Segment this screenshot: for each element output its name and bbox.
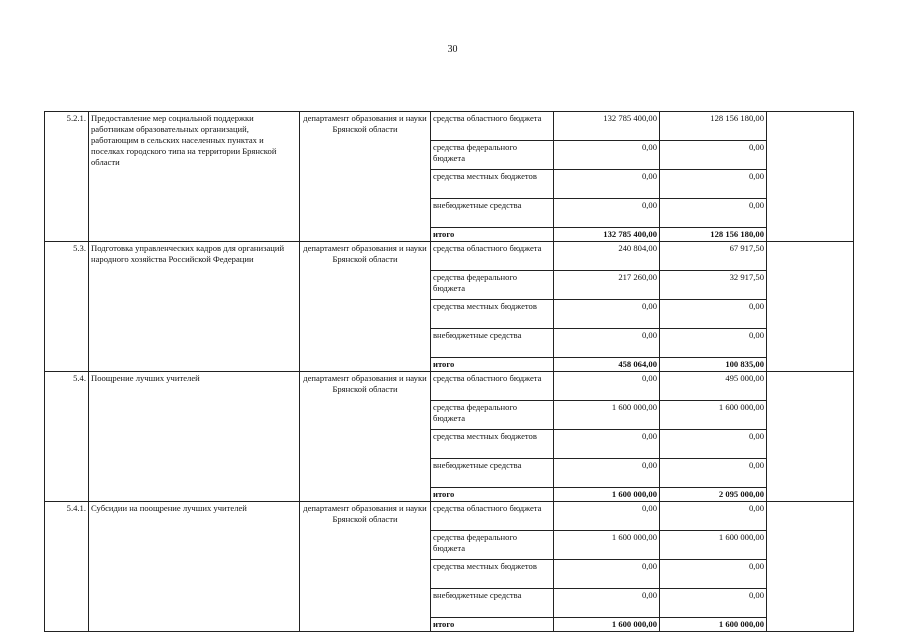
amount-col2: 0,00 bbox=[660, 560, 767, 589]
total-col2: 128 156 180,00 bbox=[660, 228, 767, 242]
section-code: 5.4.1. bbox=[45, 502, 89, 632]
funding-source: средства областного бюджета bbox=[431, 502, 554, 531]
amount-col2: 0,00 bbox=[660, 589, 767, 618]
amount-col2: 0,00 bbox=[660, 459, 767, 488]
total-col2: 1 600 000,00 bbox=[660, 618, 767, 632]
section-code: 5.4. bbox=[45, 372, 89, 502]
empty-cell bbox=[767, 112, 854, 242]
amount-col2: 0,00 bbox=[660, 199, 767, 228]
amount-col2: 1 600 000,00 bbox=[660, 531, 767, 560]
amount-col2: 0,00 bbox=[660, 329, 767, 358]
amount-col1: 132 785 400,00 bbox=[554, 112, 660, 141]
amount-col1: 1 600 000,00 bbox=[554, 531, 660, 560]
funding-source: средства федерального бюджета bbox=[431, 401, 554, 430]
section-code: 5.2.1. bbox=[45, 112, 89, 242]
total-col2: 2 095 000,00 bbox=[660, 488, 767, 502]
amount-col1: 1 600 000,00 bbox=[554, 401, 660, 430]
total-col1: 1 600 000,00 bbox=[554, 488, 660, 502]
funding-source: внебюджетные средства bbox=[431, 199, 554, 228]
funding-source: средства областного бюджета bbox=[431, 242, 554, 271]
budget-table-body bbox=[45, 112, 854, 632]
total-label: итого bbox=[431, 358, 554, 372]
funding-source: средства местных бюджетов bbox=[431, 300, 554, 329]
amount-col1: 0,00 bbox=[554, 300, 660, 329]
amount-col2: 495 000,00 bbox=[660, 372, 767, 401]
amount-col2: 0,00 bbox=[660, 170, 767, 199]
department: департамент образования и науки Брянской области bbox=[300, 112, 431, 242]
amount-col1: 0,00 bbox=[554, 502, 660, 531]
funding-source: средства областного бюджета bbox=[431, 112, 554, 141]
amount-col1: 0,00 bbox=[554, 141, 660, 170]
amount-col1: 0,00 bbox=[554, 329, 660, 358]
table-row bbox=[45, 242, 854, 271]
funding-source: внебюджетные средства bbox=[431, 329, 554, 358]
amount-col2: 32 917,50 bbox=[660, 271, 767, 300]
total-col1: 1 600 000,00 bbox=[554, 618, 660, 632]
table-row bbox=[45, 112, 854, 141]
section-name: Субсидии на поощрение лучших учителей bbox=[89, 502, 300, 632]
amount-col2: 0,00 bbox=[660, 430, 767, 459]
section-name: Предоставление мер социальной поддержки работникам образовательных организаций, работающим в сельских населенных пунктах и поселках городского типа на территории Брянской области bbox=[89, 112, 300, 242]
amount-col2: 67 917,50 bbox=[660, 242, 767, 271]
budget-table bbox=[44, 111, 854, 632]
funding-source: средства местных бюджетов bbox=[431, 560, 554, 589]
amount-col2: 1 600 000,00 bbox=[660, 401, 767, 430]
department: департамент образования и науки Брянской области bbox=[300, 502, 431, 632]
empty-cell bbox=[767, 372, 854, 502]
amount-col1: 0,00 bbox=[554, 459, 660, 488]
funding-source: внебюджетные средства bbox=[431, 459, 554, 488]
table-row bbox=[45, 502, 854, 531]
total-label: итого bbox=[431, 488, 554, 502]
empty-cell bbox=[767, 242, 854, 372]
section-name: Поощрение лучших учителей bbox=[89, 372, 300, 502]
funding-source: средства местных бюджетов bbox=[431, 430, 554, 459]
page-number: 30 bbox=[447, 44, 458, 55]
amount-col1: 0,00 bbox=[554, 589, 660, 618]
amount-col2: 0,00 bbox=[660, 300, 767, 329]
amount-col1: 240 804,00 bbox=[554, 242, 660, 271]
amount-col1: 217 260,00 bbox=[554, 271, 660, 300]
total-label: итого bbox=[431, 228, 554, 242]
section-name: Подготовка управленческих кадров для организаций народного хозяйства Российской Федерации bbox=[89, 242, 300, 372]
funding-source: внебюджетные средства bbox=[431, 589, 554, 618]
table-row bbox=[45, 372, 854, 401]
total-col1: 132 785 400,00 bbox=[554, 228, 660, 242]
amount-col1: 0,00 bbox=[554, 372, 660, 401]
total-col2: 100 835,00 bbox=[660, 358, 767, 372]
funding-source: средства федерального бюджета bbox=[431, 271, 554, 300]
total-label: итого bbox=[431, 618, 554, 632]
funding-source: средства областного бюджета bbox=[431, 372, 554, 401]
funding-source: средства федерального бюджета bbox=[431, 531, 554, 560]
amount-col1: 0,00 bbox=[554, 170, 660, 199]
amount-col2: 0,00 bbox=[660, 141, 767, 170]
funding-source: средства местных бюджетов bbox=[431, 170, 554, 199]
section-code: 5.3. bbox=[45, 242, 89, 372]
empty-cell bbox=[767, 502, 854, 632]
amount-col2: 0,00 bbox=[660, 502, 767, 531]
amount-col2: 128 156 180,00 bbox=[660, 112, 767, 141]
department: департамент образования и науки Брянской области bbox=[300, 242, 431, 372]
total-col1: 458 064,00 bbox=[554, 358, 660, 372]
amount-col1: 0,00 bbox=[554, 430, 660, 459]
funding-source: средства федерального бюджета bbox=[431, 141, 554, 170]
amount-col1: 0,00 bbox=[554, 560, 660, 589]
amount-col1: 0,00 bbox=[554, 199, 660, 228]
department: департамент образования и науки Брянской области bbox=[300, 372, 431, 502]
